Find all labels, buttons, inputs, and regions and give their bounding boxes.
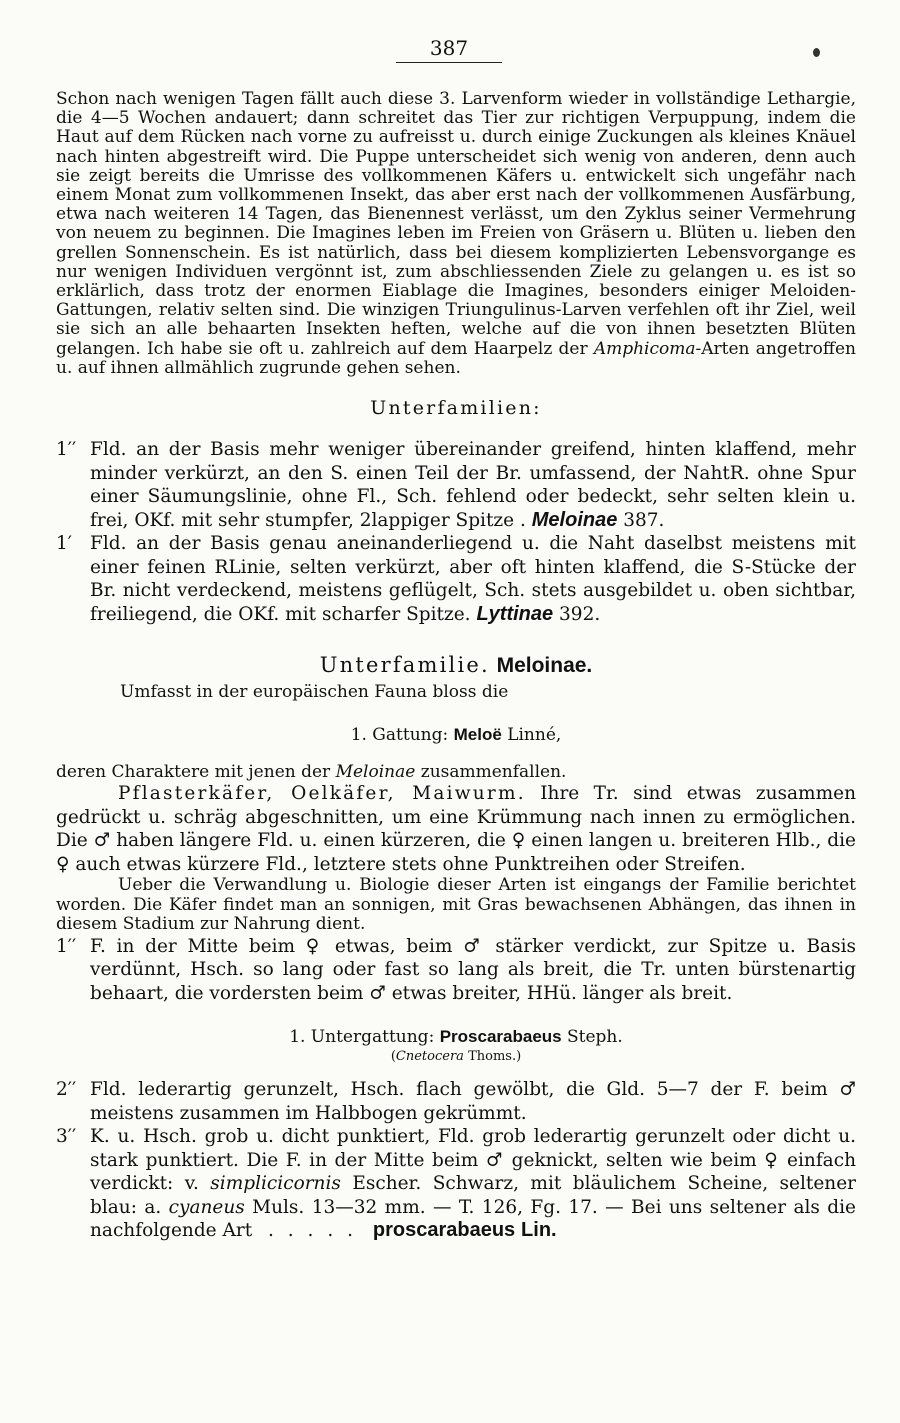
taxon-meloinae: Meloinae: [531, 508, 618, 531]
couplet-number: 1′: [56, 533, 72, 555]
subgenus-heading: [56, 1027, 856, 1047]
couplet-text: [90, 438, 856, 532]
intro-paragraph: [56, 90, 856, 378]
species-name: proscarabaeus: [372, 1219, 516, 1242]
subgenus-synonym: (Cnetocera Thoms.): [390, 1049, 522, 1065]
intro-italic-genus: Amphicoma: [593, 338, 696, 359]
key-couplet-1a: [56, 438, 856, 532]
ink-spot: [813, 48, 820, 57]
taxon-page: 392.: [559, 603, 601, 625]
genus-prefix: 1. Gattung:: [350, 724, 449, 745]
key-couplet-genus-1: [56, 935, 856, 1006]
couplet-number: 1′′: [56, 935, 77, 957]
intro-text: Schon nach wenigen Tagen fällt auch diese 3. Larvenform wieder in vollständige Lethargie, die 4—5 Wochen andauert; dann schreitet das Tier zur richtigen Verpuppung, indem die Haut auf dem Rücken nach vorne zu aufreisst u. durch einige Zuckungen als kleines Knäuel nach hinten abgestreift wird. Die Puppe unterscheidet sich wenig von anderen, denn auch sie zeigt bereits die Umrisse des vollkommenen Käfers u. entwickelt sich ungefähr nach einem Monat zum vollkommenen Insekt, das aber erst nach der vollkommenen Ausfärbung, etwa nach weiteren 14 Tagen, das Bienennest verlässt, um den Zyklus seiner Vermehrung von neuem zu beginnen. Die Imagines leben im Freien von Gräsern u. Blüten u. lieben den grellen Sonnenschein. Es ist natürlich, dass bei diesem komplizierten Lebensvorgange es nur wenigen Individuen vergönnt ist, zum abschliessenden Ziele zu gelangen u. es ist so erklärlich, dass trotz der enormen Eiablage die Imagines, besonders einiger Meloiden-Gattungen, relativ selten sind. Die winzigen Triungulinus-Larven verfehlen oft ihr Ziel, weil sie sich an alle behaarten Insekten heften, welche auf die von ihnen besetzten Blüten gelangen. Ich habe sie oft u. zahlreich auf dem Haarpelz der: [56, 89, 856, 359]
genus-desc-prefix: deren Charaktere mit jenen der: [56, 761, 331, 782]
aberration-name: cyaneus: [168, 1196, 245, 1218]
taxon-page: 387.: [623, 509, 665, 531]
variety-name: simplicicornis: [210, 1173, 341, 1195]
couplet-number: 2′′: [56, 1079, 77, 1101]
couplet-text: F. in der Mitte beim ♀ etwas, beim ♂ stärker verdickt, zur Spitze u. Basis verdünnt, Hsch. so lang oder fast so lang als breit, die Tr. unten bürstenartig behaart, die vordersten beim ♂ etwas breiter, HHü. länger als breit.: [90, 935, 856, 1004]
genus-paragraph-2: Ueber die Verwandlung u. Biologie dieser Arten ist eingangs der Familie berichtet worden. Die Käfer findet man an sonnigen, mit Gras bewachsenen Abhängen, das ihnen in diesem Stadium zur Nahrung dient.: [56, 875, 856, 935]
couplet-number: 3′′: [56, 1126, 77, 1148]
subgenus-author: Steph.: [567, 1027, 623, 1048]
key-couplet-subgenus-3: [56, 1125, 856, 1243]
subfamily-intro: Umfasst in der europäischen Fauna bloss die: [120, 682, 509, 703]
genus-author: Linné,: [507, 724, 562, 745]
genus-para1-text: Ihre Tr. sind etwas zusammen gedrückt u. schräg abgeschnitten, um eine Krümmung nach innen zu ermöglichen. Die ♂ haben längere Fld. u. einen kürzeren, die ♀ einen langen u. breiteren Hlb., die ♀ auch etwas kürzere Fld., letztere stets ohne Punktreihen oder Streifen.: [56, 783, 856, 875]
couplet-text-c: Muls. 13—32 mm. — T. 126, Fg. 17. — Bei uns seltener als die nachfolgende Art: [90, 1196, 856, 1242]
couplet-number: 1′′: [56, 439, 77, 461]
species-author: Lin.: [521, 1219, 557, 1242]
genus-paragraph-1: [56, 782, 856, 876]
page-number: 387: [396, 36, 502, 63]
page-body: [56, 90, 856, 1243]
couplet-text-body: Fld. an der Basis genau aneinanderliegend u. die Naht daselbst meistens mit einer feinen RLinie, selten verkürzt, aber oft hinten klaffend, die S-Stücke der Br. nicht verdeckend, meistens geflügelt, Sch. stets ausgebildet u. oben sichtbar, freiliegend, die OKf. mit scharfer Spitze.: [90, 533, 856, 625]
couplet-text-b: Escher. Schwarz, mit bläulichem Scheine, seltener blau: a.: [90, 1173, 856, 1218]
couplet-text: [90, 1125, 856, 1243]
genus-desc-italic: Meloinae: [335, 761, 416, 782]
subfamilies-heading: Unterfamilien:: [370, 397, 542, 420]
key-couplet-subgenus-2: [56, 1078, 856, 1125]
subfamily-heading: [56, 653, 856, 678]
leader-dots: . . . . .: [268, 1220, 357, 1242]
key-couplet-1b: [56, 532, 856, 626]
genus-desc-suffix: zusammenfallen.: [420, 761, 567, 782]
intro-tail: -Arten angetroffen u. auf ihnen allmählich zugrunde gehen sehen.: [56, 338, 856, 378]
couplet-text-body: Fld. an der Basis mehr weniger übereinander greifend, hinten klaffend, mehr minder verkürzt, an den S. einen Teil der Br. umfassend, der NahtR. ohne Spur einer Säumungslinie, ohne Fl., Sch. fehlend oder bedeckt, sehr selten klein u. frei, OKf. mit sehr stumpfer, 2lappiger Spitze .: [90, 439, 856, 531]
subfamily-heading-prefix: Unterfamilie.: [319, 653, 490, 678]
synonym-name: Cnetocera: [395, 1049, 464, 1065]
common-names: Pflasterkäfer, Oelkäfer, Maiwurm.: [118, 783, 526, 805]
taxon-lyttinae: Lyttinae: [476, 602, 554, 625]
subgenus-prefix: 1. Untergattung:: [289, 1027, 435, 1048]
couplet-text: [90, 532, 856, 626]
genus-name: Meloë: [453, 724, 502, 744]
subgenus-name: Proscarabaeus: [439, 1027, 562, 1047]
couplet-text: Fld. lederartig gerunzelt, Hsch. flach gewölbt, die Gld. 5—7 der F. beim ♂ meistens zusammen im Halbbogen gekrümmt.: [90, 1079, 856, 1124]
synonym-author: Thoms.): [468, 1049, 522, 1065]
genus-description: [56, 763, 856, 782]
subfamily-heading-name: Meloinae.: [496, 654, 593, 678]
genus-heading: [56, 725, 856, 745]
couplet-text-a: K. u. Hsch. grob u. dicht punktiert, Fld. grob lederartig gerunzelt oder dicht u. stark punktiert. Die F. in der Mitte beim ♂ geknickt, selten wie beim ♀ einfach verdickt: v.: [90, 1126, 856, 1195]
